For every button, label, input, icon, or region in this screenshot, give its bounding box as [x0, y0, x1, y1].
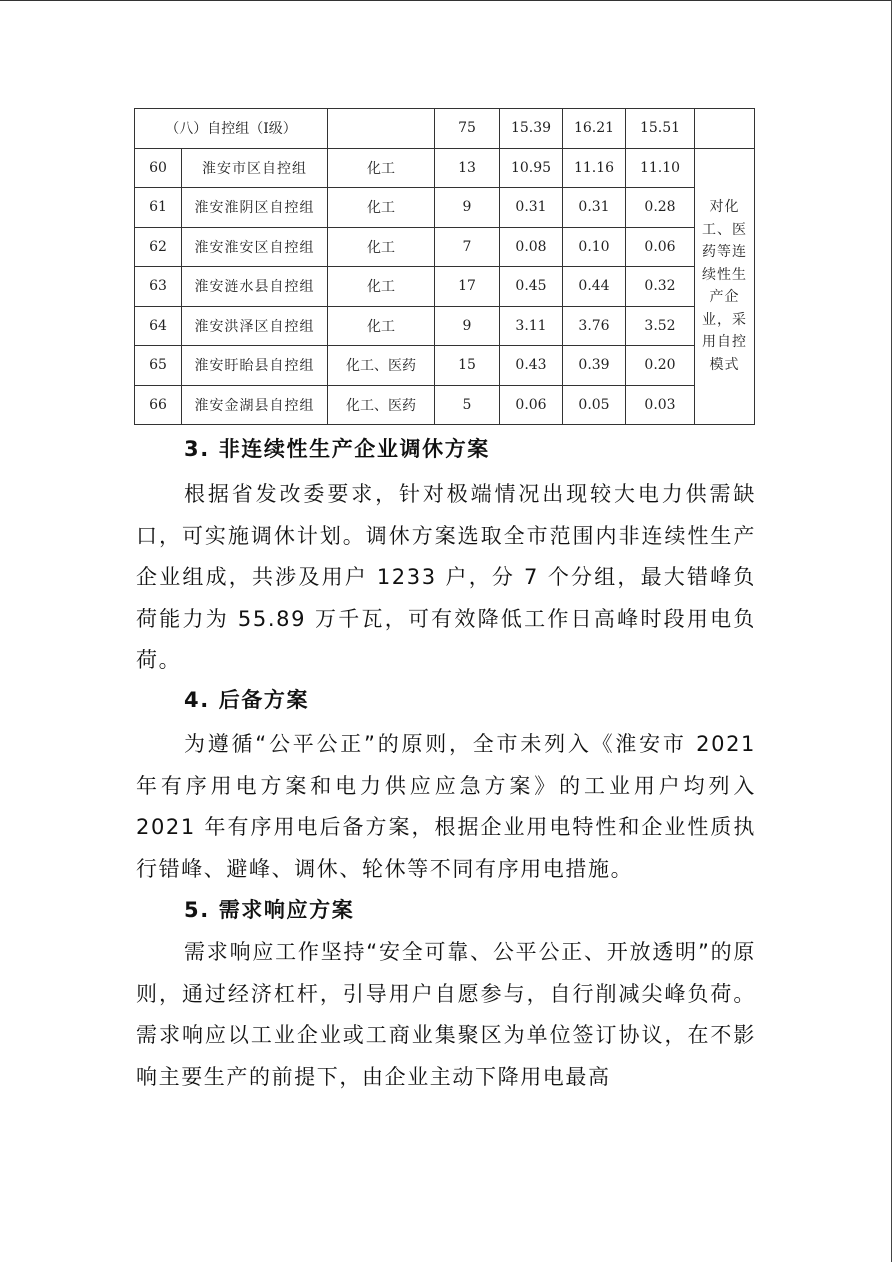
- row-name: 淮安金湖县自控组: [182, 385, 328, 425]
- row-no: 64: [135, 306, 182, 346]
- row-value-1: 10.95: [500, 148, 563, 188]
- row-industry: 化工: [328, 188, 435, 228]
- group-industry: [328, 109, 435, 149]
- row-no: 63: [135, 267, 182, 307]
- page-top-border: [0, 0, 892, 1]
- remarks-cell: 对化工、医药等连续性生产企业，采用自控模式: [695, 148, 755, 425]
- row-value-2: 0.05: [563, 385, 626, 425]
- row-name: 淮安涟水县自控组: [182, 267, 328, 307]
- row-no: 60: [135, 148, 182, 188]
- group-value-2: 16.21: [563, 109, 626, 149]
- row-no: 62: [135, 227, 182, 267]
- table-row: [135, 346, 755, 386]
- row-count: 7: [435, 227, 500, 267]
- table-row: [135, 148, 755, 188]
- row-industry: 化工: [328, 306, 435, 346]
- row-value-3: 0.20: [626, 346, 695, 386]
- group-note: [695, 109, 755, 149]
- row-name: 淮安淮阴区自控组: [182, 188, 328, 228]
- group-value-1: 15.39: [500, 109, 563, 149]
- row-count: 15: [435, 346, 500, 386]
- row-count: 17: [435, 267, 500, 307]
- row-no: 61: [135, 188, 182, 228]
- row-value-2: 11.16: [563, 148, 626, 188]
- row-value-2: 0.44: [563, 267, 626, 307]
- table-row: [135, 267, 755, 307]
- row-value-3: 0.03: [626, 385, 695, 425]
- section-5-body: 需求响应工作坚持“安全可靠、公平公正、开放透明”的原则，通过经济杠杆，引导用户自愿参与，自行削减尖峰负荷。需求响应以工业企业或工商业集聚区为单位签订协议，在不影响主要生产的前提下，由企业主动下降用电最高: [136, 940, 756, 1089]
- row-name: 淮安淮安区自控组: [182, 227, 328, 267]
- row-value-1: 0.08: [500, 227, 563, 267]
- row-industry: 化工、医药: [328, 385, 435, 425]
- section-4-body: 为遵循“公平公正”的原则，全市未列入《淮安市 2021 年有序用电方案和电力供应应急方案》的工业用户均列入 2021 年有序用电后备方案，根据企业用电特性和企业性质执行错峰、避峰、调休、轮休等不同有序用电措施。: [136, 732, 756, 881]
- row-name: 淮安洪泽区自控组: [182, 306, 328, 346]
- row-value-3: 11.10: [626, 148, 695, 188]
- row-value-3: 0.32: [626, 267, 695, 307]
- group-label: （八）自控组（Ⅰ级）: [135, 109, 328, 149]
- group-summary-row: [135, 109, 755, 149]
- section-5-heading: 5. 需求响应方案: [184, 898, 355, 922]
- group-count: 75: [435, 109, 500, 149]
- table-row: [135, 385, 755, 425]
- row-value-1: 0.43: [500, 346, 563, 386]
- row-value-1: 0.06: [500, 385, 563, 425]
- row-value-2: 3.76: [563, 306, 626, 346]
- row-value-3: 0.06: [626, 227, 695, 267]
- row-value-1: 0.45: [500, 267, 563, 307]
- table-row: [135, 227, 755, 267]
- control-group-table: [134, 108, 755, 425]
- row-count: 9: [435, 188, 500, 228]
- row-no: 65: [135, 346, 182, 386]
- row-count: 9: [435, 306, 500, 346]
- row-name: 淮安市区自控组: [182, 148, 328, 188]
- section-3-body: 根据省发改委要求，针对极端情况出现较大电力供需缺口，可实施调休计划。调休方案选取全市范围内非连续性生产企业组成，共涉及用户 1233 户，分 7 个分组，最大错峰负荷能力为 55.89 万千瓦，可有效降低工作日高峰时段用电负荷。: [136, 482, 756, 672]
- row-value-1: 3.11: [500, 306, 563, 346]
- row-value-2: 0.31: [563, 188, 626, 228]
- row-no: 66: [135, 385, 182, 425]
- row-industry: 化工: [328, 227, 435, 267]
- row-value-2: 0.39: [563, 346, 626, 386]
- row-industry: 化工、医药: [328, 346, 435, 386]
- row-count: 13: [435, 148, 500, 188]
- row-name: 淮安盱眙县自控组: [182, 346, 328, 386]
- row-value-3: 0.28: [626, 188, 695, 228]
- row-value-2: 0.10: [563, 227, 626, 267]
- row-industry: 化工: [328, 267, 435, 307]
- row-industry: 化工: [328, 148, 435, 188]
- table-row: [135, 306, 755, 346]
- row-value-3: 3.52: [626, 306, 695, 346]
- group-value-3: 15.51: [626, 109, 695, 149]
- section-4-heading: 4. 后备方案: [184, 688, 310, 712]
- row-value-1: 0.31: [500, 188, 563, 228]
- row-count: 5: [435, 385, 500, 425]
- table-row: [135, 188, 755, 228]
- section-3-heading: 3. 非连续性生产企业调休方案: [184, 437, 490, 461]
